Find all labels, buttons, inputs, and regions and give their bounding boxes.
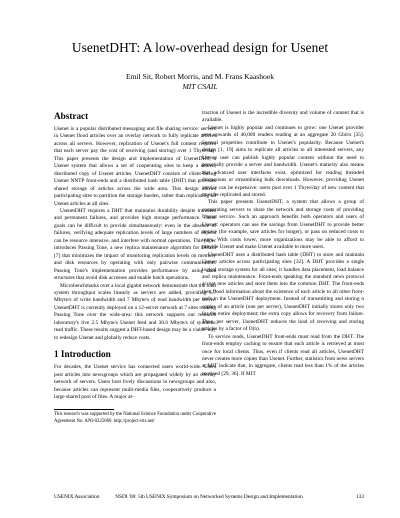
right-column [202,110,364,378]
footer-venue: NSDI '08: 5th USENIX Symposium on Networked Systems Design and Implementation [115,494,303,500]
footnote-rule [54,409,114,410]
affiliation: MIT CSAIL [182,82,218,91]
abstract-heading: Abstract [54,111,89,121]
page-footer [54,494,364,500]
body-paragraph: traction of Usenet is the incredible diversity and volume of content that is available. [202,110,364,124]
author-list: Emil Sit, Robert Morris, and M. Frans Kaashoek [125,72,275,81]
paper-title: UsenetDHT: A low-overhead design for Usenet [71,40,329,55]
body-paragraph: This paper presents UsenetDHT, a system that allows a group of cooperating servers to share the network and storage costs of providing Usenet service. Such an approach benefits both operators and users of Usenet: operators can use the savings from UsenetDHT to provide better service (for example, save articles for longer), or pass on reduced costs to users. With costs lower, more organizations may be able to afford to provide Usenet and make Usenet available to more users. [202,199,364,251]
footnote: This research was supported by the National Science Foundation under Cooperative Agreement No. ANI-0225660. http://project-iris.net/ [54,412,216,424]
abstract-paragraph: Usenet is a popular distributed messaging and file sharing service: servers in Usenet flood articles over an overlay network to fully replicate articles across all servers. However, replication of Usenet's full content requires that each server pay the cost of receiving (and storing) over 1 Tbyte/day. This paper presents the design and implementation of UsenetDHT, a Usenet system that allows a set of cooperating sites to keep a shared, distributed copy of Usenet articles. UsenetDHT consists of client-facing Usenet NNTP front-ends and a distributed hash table (DHT) that provides shared storage of articles across the wide area. This design allows participating sites to partition the storage burden, rather than replicating all Usenet articles at all sites. [54,126,216,207]
body-paragraph: UsenetDHT uses a distributed hash table (DHT) to store and maintain Usenet articles across participating sites [32]. A DHT provides a single logical storage system for all sites; it handles data placement, load balance and replica maintenance. Front-ends speaking the standard news protocol accept new articles and store them into the common DHT. The front-ends then flood information about the existence of each article to all other front-ends in the UsenetDHT deployment. Instead of transmitting and storing n copies of an article (one per server), UsenetDHT initially stores only two for the entire deployment; the extra copy allows for recovery from failure. Thus, per server, UsenetDHT reduces the load of receiving and storing articles by a factor of O(n). [202,251,364,333]
body-paragraph: Usenet is highly popular and continues to grow: one Usenet provider sees upwards of 40,000 readers reading at an aggregate 20 Gbit/s [35]. Several properties contribute to Usenet's popularity. Because Usenet's design [1, 19] aims to replicate all articles to all interested servers, any Usenet user can publish highly popular content without the need to personally provide a server and bandwidth. Usenet's maturity also means that advanced user interfaces exist, optimized for reading threaded discussions or streamlining bulk downloads. However, providing Usenet service can be expensive: users post over 1 Tbyte/day of new content that must be replicated and stored. [202,124,364,198]
body-paragraph: To service reads, UsenetDHT front-ends must read from the DHT. The front-ends employ caching to ensure that each article is retrieved at most once for local clients. Thus, even if clients read all articles, UsenetDHT never creates more copies than Usenet. Further, statistics from news servers at MIT indicate that, in aggregate, clients read less than 1% of the articles received [29, 36]. If MIT [202,333,364,377]
footer-left: USENIX Association [54,494,100,500]
abstract-paragraph: UsenetDHT requires a DHT that maintains durability despite transient and permanent failures, and provides high storage performance. These goals can be difficult to provide simultaneously: even in the absence of failures, verifying adequate replication levels of large numbers of objects can be resource intensive, and interfere with normal operations. This paper introduces Passing Tone, a new replica maintenance algorithm for DHash [7] that minimizes the impact of monitoring replication levels on memory and disk resources by operating with only pairwise communication. Passing Tone's implementation provides performance by using data structures that avoid disk accesses and enable batch operations. [54,207,216,282]
intro-paragraph: For decades, the Usenet service has connected users world-wide. Users post articles into newsgroups which are propagated widely by an overlay network of servers. Users host lively discussions in newsgroups and also, because articles can represent multi-media files, cooperatively produce a large shared pool of files. A major at- [54,364,216,400]
page-number: 133 [356,494,364,500]
abstract-paragraph: Microbenchmarks over a local gigabit network demonstrate that the total system throughput scales linearly as servers are added, providing 5.7 Mbyte/s of write bandwidth and 7 Mbyte/s of read bandwidth per server. UsenetDHT is currently deployed on a 12-server network at 7 sites running Passing Tone over the wide-area: this network supports our research laboratory's live 2.5 Mbyte/s Usenet feed and 30.6 Mbyte/s of synthetic read traffic. These results suggest a DHT-based design may be a viable way to redesign Usenet and globally reduce costs. [54,282,216,341]
introduction-heading: 1 Introduction [54,349,111,360]
left-column [54,110,216,426]
